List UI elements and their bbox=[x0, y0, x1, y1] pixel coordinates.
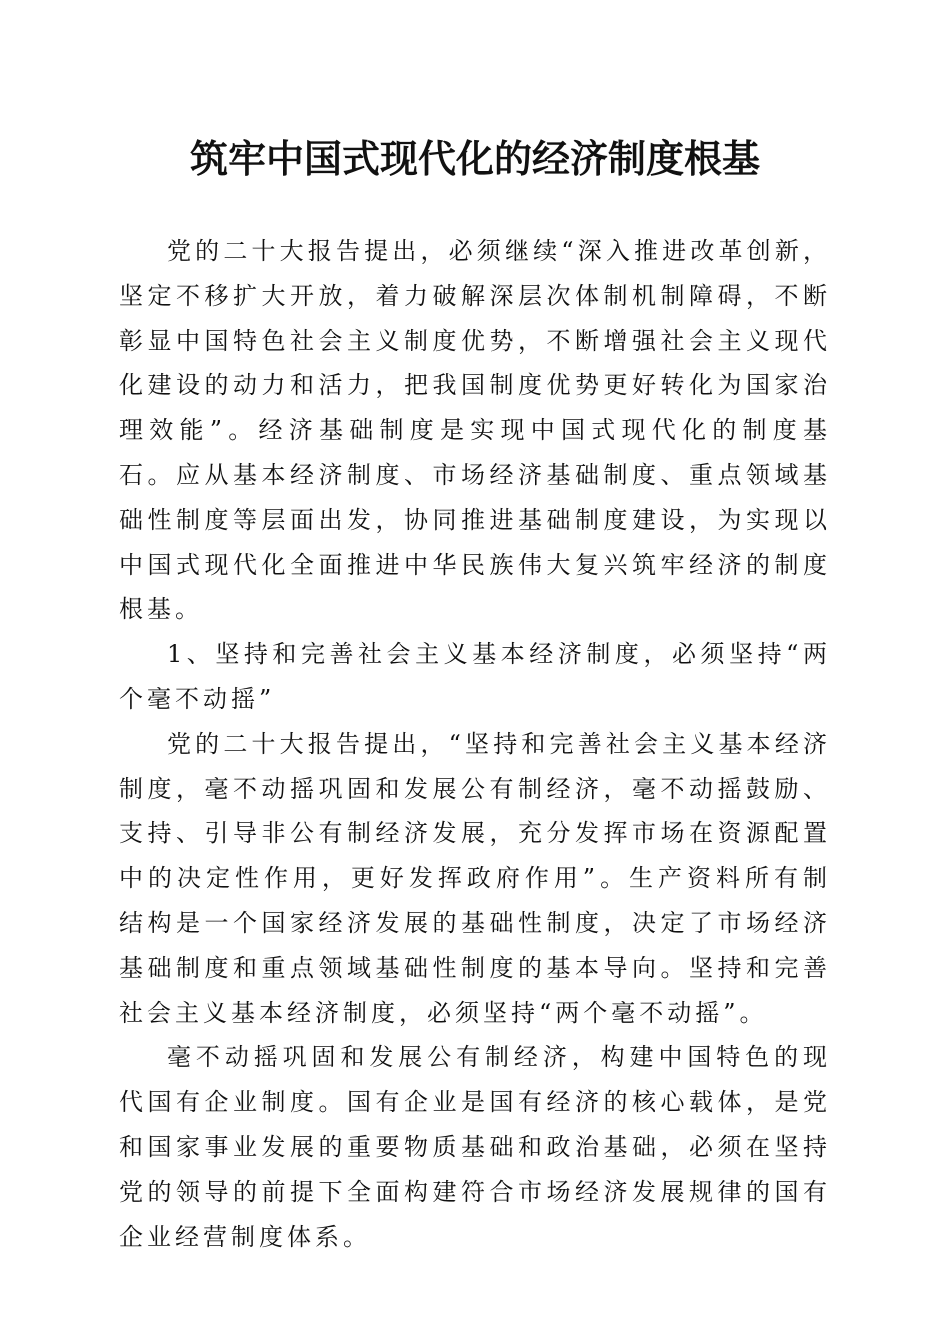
document-title: 筑牢中国式现代化的经济制度根基 bbox=[189, 136, 760, 181]
paragraph-intro: 党的二十大报告提出，必须继续“深入推进改革创新，坚定不移扩大开放，着力破解深层次体制机制障碍，不断彰显中国特色社会主义制度优势，不断增强社会主义现代化建设的动力和活力，把我国制度优势更好转化为国家治理效能”。经济基础制度是实现中国式现代化的制度基石。应从基本经济制度、市场经济基础制度、重点领域基础性制度等层面出发，协同推进基础制度建设，为实现以中国式现代化全面推进中华民族伟大复兴筑牢经济的制度根基。 bbox=[119, 237, 831, 624]
paragraph-public-ownership: 毫不动摇巩固和发展公有制经济，构建中国特色的现代国有企业制度。国有企业是国有经济的核心载体，是党和国家事业发展的重要物质基础和政治基础，必须在坚持党的领导的前提下全面构建符合市场经济发展规律的国有企业经营制度体系。 bbox=[119, 1043, 831, 1251]
document-body bbox=[119, 229, 831, 1259]
paragraph-basic-economic-system: 党的二十大报告提出，“坚持和完善社会主义基本经济制度，毫不动摇巩固和发展公有制经济，毫不动摇鼓励、支持、引导非公有制经济发展，充分发挥市场在资源配置中的决定性作用，更好发挥政府作用”。生产资料所有制结构是一个国家经济发展的基础性制度，决定了市场经济基础制度和重点领域基础性制度的基本导向。坚持和完善社会主义基本经济制度，必须坚持“两个毫不动摇”。 bbox=[119, 729, 831, 1027]
section-heading-1: 1、坚持和完善社会主义基本经济制度，必须坚持“两个毫不动摇” bbox=[119, 640, 831, 713]
